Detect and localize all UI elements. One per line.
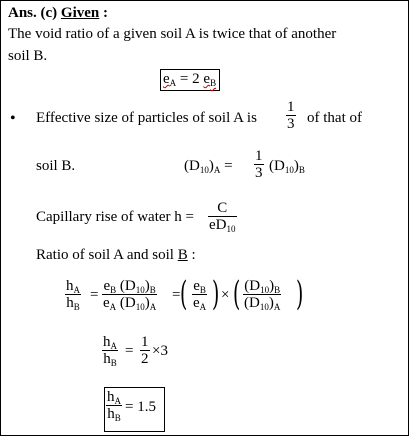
times-three: ×3 bbox=[152, 343, 168, 359]
left-paren-1: ( bbox=[179, 274, 188, 314]
left-paren-2: ( bbox=[232, 274, 241, 314]
result-value: = 1.5 bbox=[125, 399, 156, 415]
bullet-icon: • bbox=[10, 110, 16, 127]
bullet-text-after: of that of bbox=[307, 110, 362, 126]
eb-over-ea: $e_B$ $e_A$ bbox=[193, 278, 207, 312]
size-rhs: $(D_{10})_B$ bbox=[269, 158, 305, 175]
one-third-fraction: 1 3 bbox=[287, 99, 295, 132]
void-ratio-equation: $e_A = 2$ $e_B$ bbox=[163, 71, 217, 88]
bullet-text-before: Effective size of particles of soil A is bbox=[36, 110, 257, 126]
ratio-equals-1: = bbox=[90, 287, 99, 303]
ratio-equals-2: = bbox=[172, 287, 181, 303]
one-half-fraction: 1 2 bbox=[141, 334, 149, 367]
bullet-line-2: soil B. bbox=[36, 158, 76, 174]
answer-heading: Ans. (c) Given : bbox=[8, 5, 109, 21]
ha-over-hb-3: $h_A$ $h_B$ bbox=[107, 389, 121, 423]
ha-over-hb-2: $h_A$ $h_B$ bbox=[103, 334, 117, 368]
size-lhs: $(D_{10})_A$ = bbox=[184, 158, 233, 175]
given-label: Given bbox=[60, 5, 100, 21]
ratio-heading: Ratio of soil A and soil B : bbox=[36, 247, 196, 263]
d10b-over-d10a: $(D_{10})_B$ $(D_{10})_A$ bbox=[244, 278, 281, 312]
intro-line-1: The void ratio of a given soil A is twice that of another bbox=[8, 26, 337, 42]
capillary-label: Capillary rise of water h = bbox=[36, 209, 194, 225]
right-paren-1: ) bbox=[211, 274, 220, 314]
half-equals: = bbox=[125, 343, 134, 359]
intro-line-2: soil B. bbox=[8, 48, 48, 64]
capillary-fraction: C $eD_{10}$ bbox=[209, 200, 236, 234]
times-sign: × bbox=[221, 287, 230, 303]
size-fraction: 1 3 bbox=[255, 148, 263, 181]
ratio-middle-fraction: $e_B$ $(D_{10})_B$ $e_A$ $(D_{10})_A$ bbox=[103, 278, 157, 312]
right-paren-2: ) bbox=[295, 274, 304, 314]
ha-over-hb: $h_A$ $h_B$ bbox=[66, 278, 80, 312]
